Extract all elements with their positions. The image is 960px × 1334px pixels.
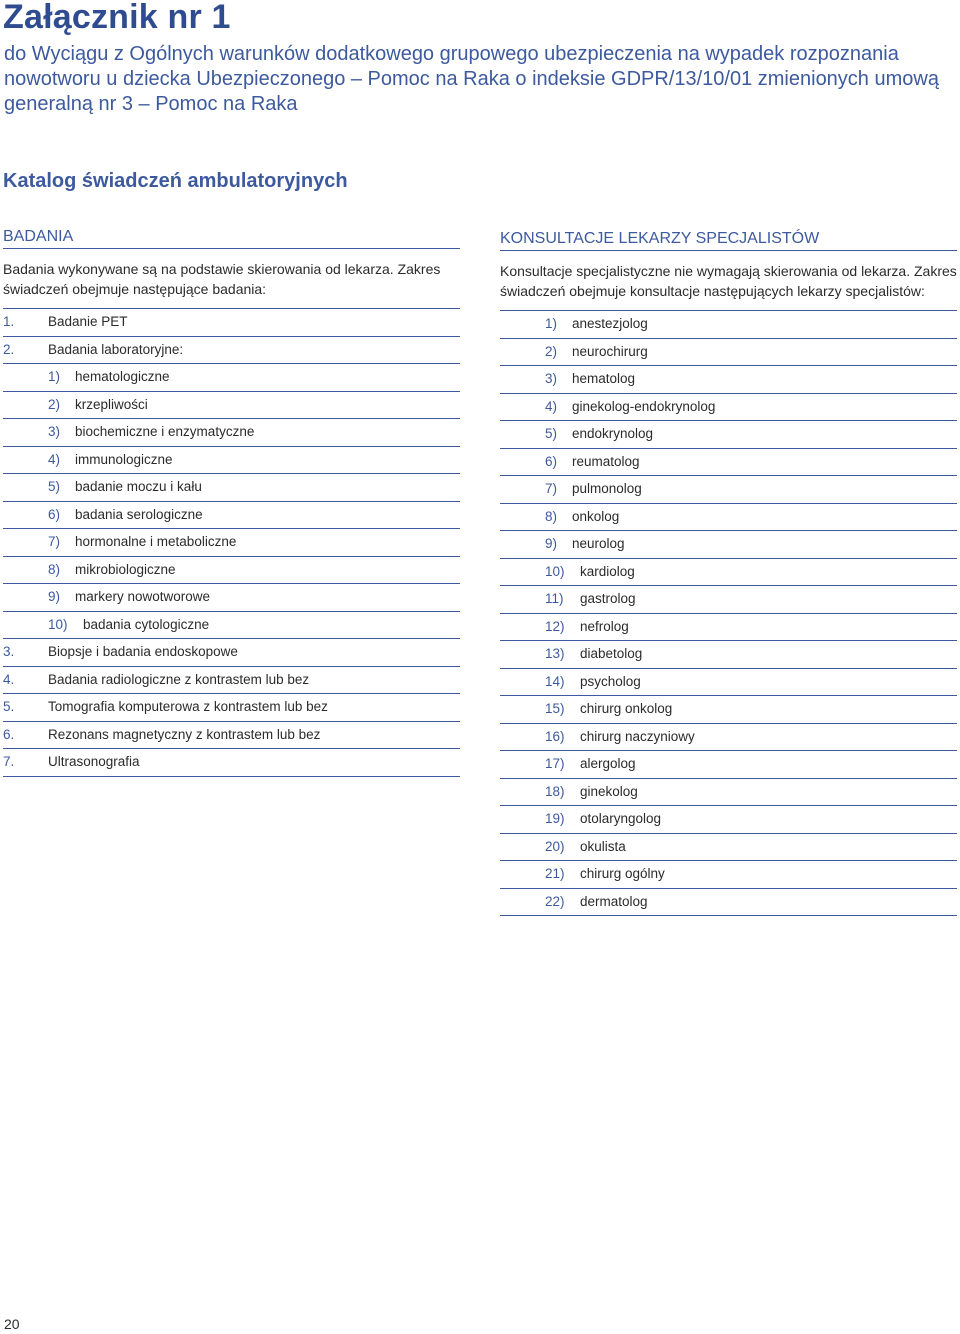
specialist-item (500, 779, 957, 807)
item-number: 22) (545, 893, 565, 909)
item-label: krzepliwości (75, 396, 148, 412)
item-number: 2) (545, 343, 558, 359)
item-number: 3. (3, 644, 15, 659)
item-number: 7. (3, 754, 15, 769)
item-number: 6. (3, 726, 15, 742)
item-number: 8) (545, 508, 558, 524)
specialist-item (500, 339, 957, 367)
item-label: badania cytologiczne (83, 616, 210, 632)
specialist-item (500, 586, 957, 614)
badania-item (3, 694, 460, 722)
item-number: 10) (48, 616, 68, 632)
item-number: 8) (48, 561, 61, 577)
specialist-item (500, 559, 957, 587)
specialist-item (500, 696, 957, 724)
konsultacje-section (500, 228, 957, 916)
lab-subitem (3, 392, 460, 420)
document-title: Załącznik nr 1 (3, 0, 231, 36)
item-number: 19) (545, 811, 565, 826)
specialist-item (500, 751, 957, 779)
item-label: hematolog (572, 371, 636, 386)
item-label: otolaryngolog (580, 811, 662, 826)
badania-intro: Badania wykonywane są na podstawie skierowania od lekarza. Zakres świadczeń obejmuje następujące badania: (3, 259, 460, 309)
lab-subitem (3, 474, 460, 502)
specialist-item (500, 724, 957, 752)
item-number: 7) (48, 534, 61, 549)
item-number: 9) (48, 589, 61, 604)
item-label: ginekolog (580, 783, 638, 799)
item-label: ginekolog-endokrynolog (572, 398, 716, 414)
lab-subitem (3, 447, 460, 475)
page-number: 20 (4, 1316, 20, 1332)
specialist-item (500, 449, 957, 477)
item-number: 2. (3, 341, 15, 357)
item-number: 5. (3, 699, 15, 714)
specialist-item (500, 806, 957, 834)
konsultacje-heading: KONSULTACJE LEKARZY SPECJALISTÓW (500, 228, 957, 251)
item-number: 6) (48, 506, 61, 522)
konsultacje-intro: Konsultacje specjalistyczne nie wymagają skierowania od lekarza. Zakres świadczeń obejmuje konsultacje następujących lekarzy specjalistów: (500, 261, 957, 311)
item-label: neurolog (572, 536, 625, 551)
item-label: alergolog (580, 756, 636, 771)
item-number: 12) (545, 618, 565, 634)
item-number: 3) (545, 371, 558, 386)
item-label: Badania laboratoryjne: (48, 341, 184, 357)
item-label: dermatolog (580, 893, 648, 909)
catalog-title: Katalog świadczeń ambulatoryjnych (3, 170, 348, 192)
item-label: nefrolog (580, 618, 629, 634)
item-number: 1. (3, 314, 15, 329)
item-label: Badanie PET (48, 314, 128, 329)
badania-section (3, 226, 460, 777)
item-label: Tomografia komputerowa z kontrastem lub bez (48, 699, 328, 714)
item-number: 14) (545, 673, 565, 689)
lab-subitem (3, 584, 460, 612)
item-number: 11) (545, 591, 564, 606)
specialist-item (500, 311, 957, 339)
lab-subitem (3, 529, 460, 557)
specialist-item (500, 531, 957, 559)
badania-item (3, 667, 460, 695)
specialist-item (500, 394, 957, 422)
item-label: kardiolog (580, 563, 635, 579)
item-label: endokrynolog (572, 426, 654, 441)
lab-subitem (3, 364, 460, 392)
specialist-item (500, 504, 957, 532)
item-label: Biopsje i badania endoskopowe (48, 644, 238, 659)
item-label: hematologiczne (75, 369, 170, 384)
item-number: 1) (48, 369, 61, 384)
item-label: anestezjolog (572, 316, 648, 331)
item-label: markery nowotworowe (75, 589, 211, 604)
lab-subitem (3, 502, 460, 530)
item-label: badanie moczu i kału (75, 479, 202, 494)
item-label: pulmonolog (572, 481, 642, 496)
item-number: 9) (545, 536, 558, 551)
specialist-item (500, 861, 957, 889)
badania-item (3, 722, 460, 750)
item-number: 15) (545, 701, 565, 716)
item-label: okulista (580, 838, 626, 854)
item-number: 3) (48, 424, 61, 439)
badania-item (3, 749, 460, 777)
specialist-item (500, 641, 957, 669)
item-number: 4. (3, 671, 15, 687)
item-label: chirurg onkolog (580, 701, 673, 716)
item-number: 18) (545, 783, 565, 799)
item-label: psycholog (580, 673, 641, 689)
item-number: 2) (48, 396, 61, 412)
item-label: reumatolog (572, 453, 640, 469)
document-subtitle: do Wyciągu z Ogólnych warunków dodatkowego grupowego ubezpieczenia na wypadek rozpoznania nowotworu u dziecka Ubezpieczonego – Pomoc na Raka o indeksie GDPR/13/10/01 zmienionych umową generalną nr 3 – Pomoc na Raka (4, 43, 939, 115)
item-label: biochemiczne i enzymatyczne (75, 424, 255, 439)
item-label: onkolog (572, 508, 620, 524)
item-number: 13) (545, 646, 565, 661)
item-label: badania serologiczne (75, 506, 203, 522)
item-number: 1) (545, 316, 558, 331)
item-label: diabetolog (580, 646, 643, 661)
lab-subitem (3, 557, 460, 585)
item-label: Ultrasonografia (48, 754, 140, 769)
badania-heading: BADANIA (3, 226, 460, 249)
item-number: 17) (545, 756, 565, 771)
specialist-item (500, 476, 957, 504)
lab-subitem (3, 612, 460, 640)
badania-item (3, 337, 460, 365)
item-number: 16) (545, 728, 565, 744)
lab-subitem (3, 419, 460, 447)
item-number: 7) (545, 481, 558, 496)
badania-item (3, 309, 460, 337)
item-number: 4) (48, 451, 61, 467)
specialist-item (500, 669, 957, 697)
specialist-item (500, 834, 957, 862)
specialist-item (500, 366, 957, 394)
specialist-item (500, 614, 957, 642)
item-number: 20) (545, 838, 565, 854)
specialist-item (500, 421, 957, 449)
item-number: 10) (545, 563, 565, 579)
item-label: neurochirurg (572, 343, 648, 359)
item-number: 21) (545, 866, 565, 881)
item-label: Badania radiologiczne z kontrastem lub bez (48, 671, 310, 687)
item-number: 4) (545, 398, 558, 414)
item-number: 5) (48, 479, 61, 494)
item-label: chirurg naczyniowy (580, 728, 695, 744)
item-number: 6) (545, 453, 558, 469)
badania-item (3, 639, 460, 667)
item-label: hormonalne i metaboliczne (75, 534, 237, 549)
item-label: mikrobiologiczne (75, 561, 176, 577)
item-label: chirurg ogólny (580, 866, 665, 881)
item-label: immunologiczne (75, 451, 173, 467)
item-number: 5) (545, 426, 558, 441)
item-label: Rezonans magnetyczny z kontrastem lub bez (48, 726, 321, 742)
specialist-item (500, 889, 957, 917)
item-label: gastrolog (580, 591, 636, 606)
